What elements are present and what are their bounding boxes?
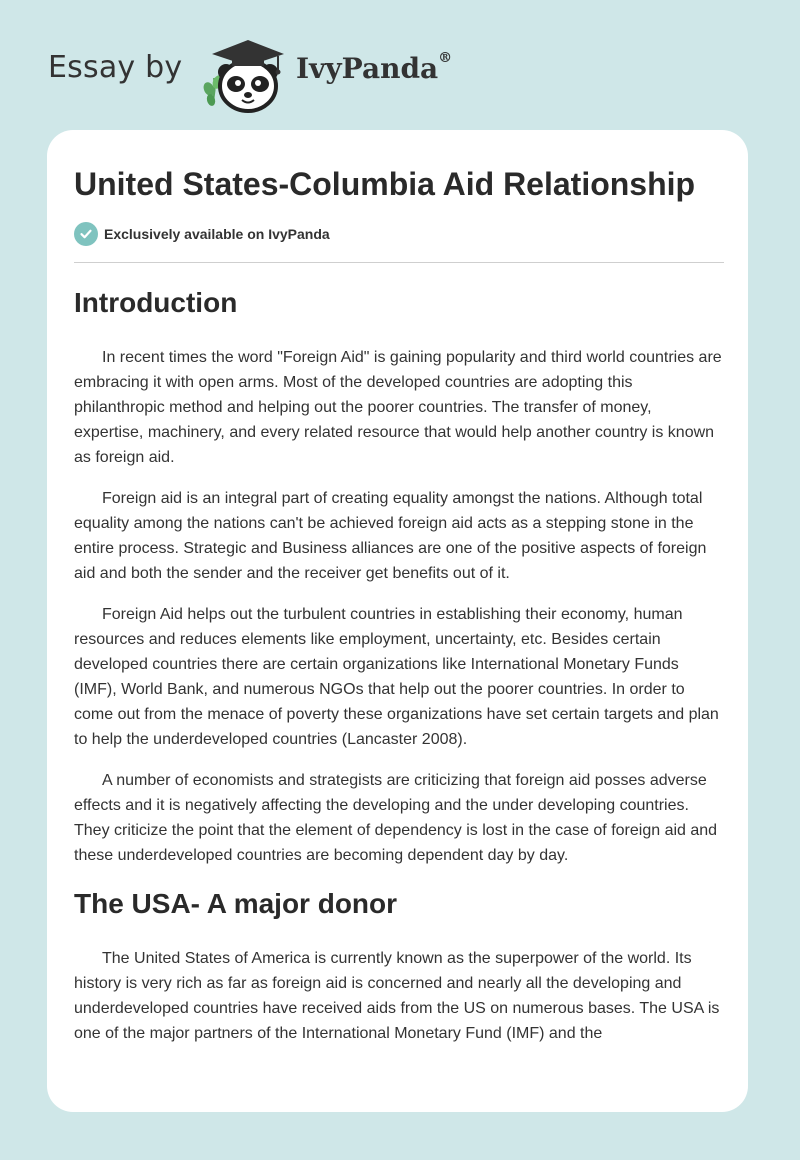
essay-by-label: Essay by: [48, 50, 183, 85]
exclusive-text: Exclusively available on IvyPanda: [104, 226, 330, 242]
panda-logo-icon[interactable]: [202, 34, 292, 114]
paragraph: A number of economists and strategists are criticizing that foreign aid posses adverse effects and it is negatively affecting the developing and the under developing countries. They criticize the point that the element of dependency is lost in the case of foreign aid and these underdeveloped countries are becoming dependent day by day.: [74, 772, 718, 864]
section-heading-usa-major-donor: The USA- A major donor: [74, 888, 398, 919]
paragraph: Foreign aid is an integral part of creating equality amongst the nations. Although total equality among the nations can't be achieved foreign aid acts as a stepping stone in the entire process. Strategic and Business alliances are one of the positive aspects of foreign aid and both the sender and the receiver get benefits out of it.: [74, 490, 707, 582]
check-icon: [74, 222, 98, 246]
paragraph: The United States of America is currently known as the superpower of the world. Its history is very rich as far as foreign aid is concerned and nearly all the developing and underdeveloped countries have received aids from the US on numerous bases. The USA is one of the major partners of the International Monetary Fund (IMF) and the: [74, 950, 720, 1042]
registered-mark: ®: [438, 50, 453, 66]
site-header: [48, 30, 488, 110]
section-heading-introduction: Introduction: [74, 287, 238, 318]
exclusive-badge: [74, 220, 724, 248]
article-card: [47, 130, 748, 1112]
brand-name[interactable]: [296, 52, 452, 85]
paragraph: Foreign Aid helps out the turbulent countries in establishing their economy, human resources and reduces elements like employment, uncertainty, etc. Besides certain developed countries there are certain organizations like International Monetary Funds (IMF), World Bank, and numerous NGOs that help out the poorer countries. In order to come out from the menace of poverty these organizations have set certain targets and plan to help the underdeveloped countries (Lancaster 2008).: [74, 606, 719, 748]
article-title: United States-Columbia Aid Relationship: [74, 166, 696, 202]
brand-text: IvyPanda: [296, 52, 439, 85]
divider: [74, 262, 724, 263]
article-content: [74, 162, 724, 1046]
paragraph: In recent times the word "Foreign Aid" is gaining popularity and third world countries are embracing it with open arms. Most of the developed countries are adopting this philanthropic method and helping out the poorer countries. The transfer of money, expertise, machinery, and every related resource that would help another country is known as foreign aid.: [74, 349, 722, 466]
